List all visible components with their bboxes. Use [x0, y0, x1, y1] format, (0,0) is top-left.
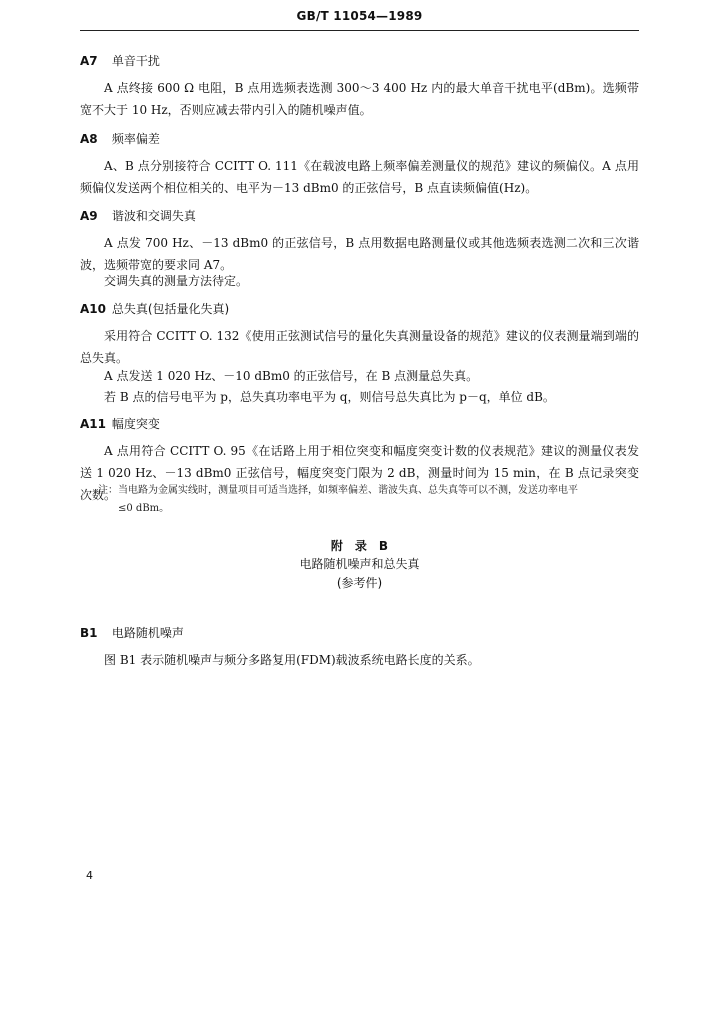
section-number: A7: [80, 54, 98, 68]
section-number: A9: [80, 209, 98, 223]
section-title: 单音干扰: [111, 54, 160, 68]
paragraph: 交调失真的测量方法待定。: [104, 274, 249, 288]
section-number: B1: [80, 626, 98, 640]
section-title: 谐波和交调失真: [111, 209, 196, 223]
section-heading-a9: [80, 205, 639, 227]
section-heading-a10: [80, 298, 639, 320]
paragraph: 若 B 点的信号电平为 p，总失真功率电平为 q，则信号总失真比为 p－q，单位 dB。: [104, 390, 555, 404]
section-heading-a8: [80, 128, 639, 150]
section-heading-b1: [80, 622, 639, 644]
section-heading-a11: [80, 413, 639, 435]
appendix-label: 附 录 B: [330, 539, 389, 553]
appendix-subtitle: (参考件): [336, 576, 383, 590]
paragraph: A 点发 700 Hz、－13 dBm0 的正弦信号，B 点用数据电路测量仪或其他选频表选测二次和三次谐波，选频带宽的要求同 A7。: [80, 236, 639, 272]
paragraph: 图 B1 表示随机噪声与频分多路复用(FDM)载波系统电路长度的关系。: [104, 653, 480, 667]
paragraph: 采用符合 CCITT O. 132《使用正弦测试信号的量化失真测量设备的规范》建议的仪表测量端到端的总失真。: [80, 329, 639, 365]
section-number: A10: [80, 302, 106, 316]
paragraph: A 点发送 1 020 Hz、－10 dBm0 的正弦信号，在 B 点测量总失真。: [104, 369, 479, 383]
appendix-title: 电路随机噪声和总失真: [299, 557, 420, 571]
section-number: A8: [80, 132, 98, 146]
section-title: 幅度突变: [111, 417, 160, 431]
section-heading-a7: [80, 50, 639, 72]
note-line: 注：当电路为金属实线时，测量项目可适当选择，如频率偏差、谐波失真、总失真等可以不测，发送功率电平: [98, 485, 578, 496]
standard-code-header: GB/T 11054—1989: [296, 9, 423, 23]
section-title: 总失真(包括量化失真): [111, 302, 230, 316]
section-title: 电路随机噪声: [111, 626, 184, 640]
page-number: 4: [86, 869, 93, 882]
paragraph: A、B 点分别接符合 CCITT O. 111《在载波电路上频率偏差测量仪的规范》建议的频偏仪。A 点用频偏仪发送两个相位相关的、电平为－13 dBm0 的正弦信号，B 点直读频偏值(Hz)。: [80, 159, 639, 195]
section-number: A11: [80, 417, 106, 431]
paragraph: A 点终接 600 Ω 电阻，B 点用选频表选测 300～3 400 Hz 内的最大单音干扰电平(dBm)。选频带宽不大于 10 Hz，否则应减去带内引入的随机噪声值。: [80, 81, 639, 117]
header-rule: [80, 30, 639, 31]
section-title: 频率偏差: [111, 132, 160, 146]
paragraph: A 点用符合 CCITT O. 95《在话路上用于相位突变和幅度突变计数的仪表规范》建议的测量仪表发送 1 020 Hz、－13 dBm0 正弦信号，幅度突变门限为 2 dB，测量时间为 15 min，在 B 点记录突变次数。: [80, 444, 639, 502]
note-line: ≤0 dBm。: [118, 503, 170, 514]
